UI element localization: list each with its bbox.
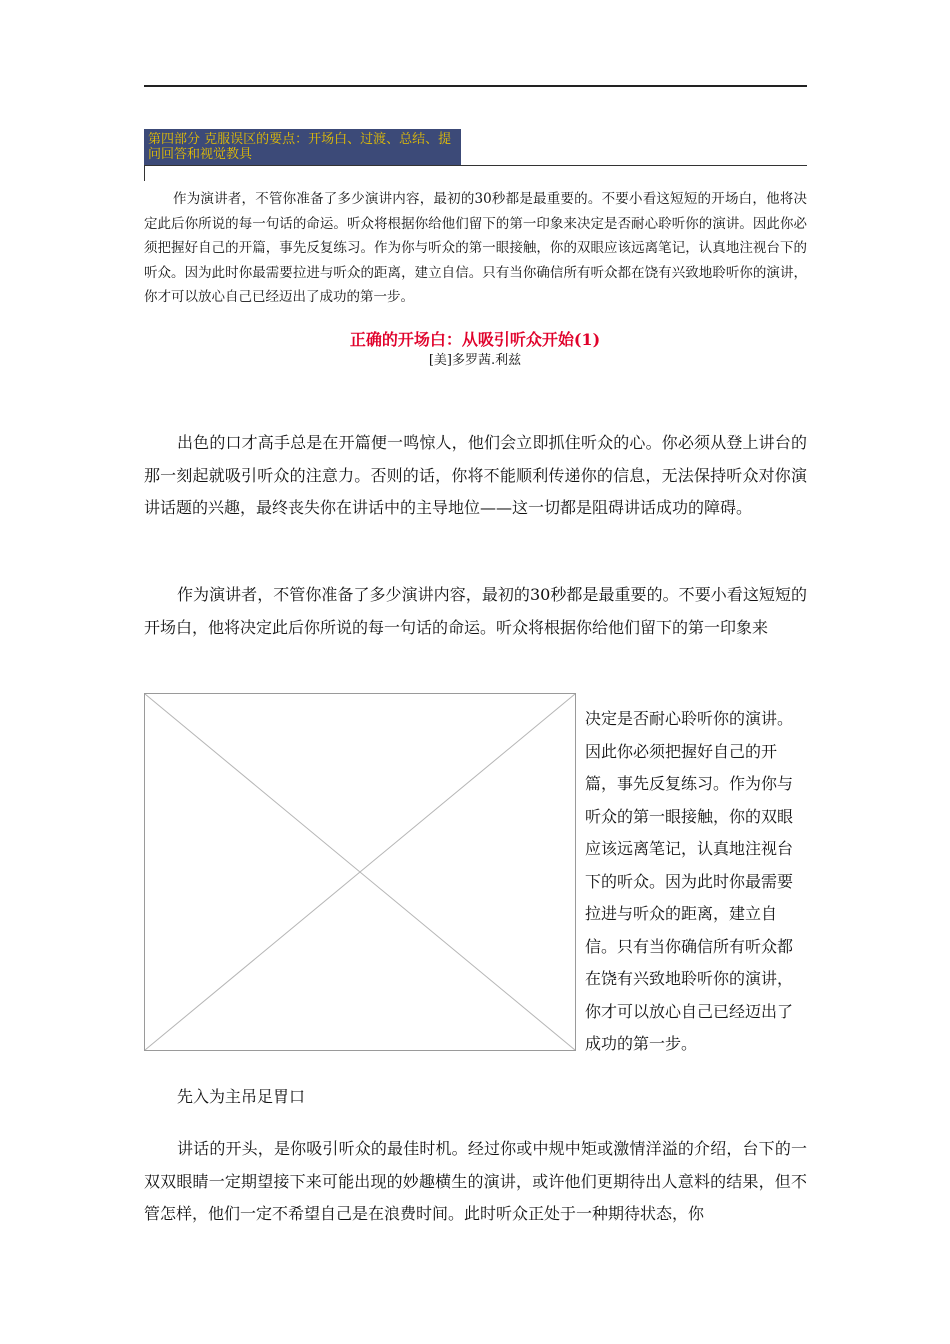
body-paragraph-2-continued: 决定是否耐心聆听你的演讲。因此你必须把握好自己的开篇，事先反复练习。作为你与听众的第一眼接触，你的双眼应该远离笔记，认真地注视台下的听众。因为此时你最需要拉进与听众的距离，建立自信。只有当你确信所有听众都在饶有兴致地聆听你的演讲，你才可以放心自己已经迈出了成功的第一步。 (585, 709, 794, 1053)
intro-paragraph: 作为演讲者，不管你准备了多少演讲内容，最初的30秒都是最重要的。不要小看这短短的开场白，他将决定此后你所说的每一句话的命运。听众将根据你给他们留下的第一印象来决定是否耐心聆听你的演讲。因此你必须把握好自己的开篇，事先反复练习。作为你与听众的第一眼接触，你的双眼应该远离笔记，认真地注视台下的听众。因为此时你最需要拉进与听众的距离，建立自信。只有当你确信所有听众都在饶有兴致地聆听你的演讲，你才可以放心自己已经迈出了成功的第一步。 (144, 191, 807, 305)
section-banner-text: 第四部分 克服误区的要点：开场白、过渡、总结、提问回答和视觉教具 (148, 132, 452, 162)
body-paragraph-2: 作为演讲者，不管你准备了多少演讲内容，最初的30秒都是最重要的。不要小看这短短的开场白，他将决定此后你所说的每一句话的命运。听众将根据你给他们留下的第一印象来 (144, 585, 807, 637)
subheading: 先入为主吊足胃口 (177, 1087, 306, 1106)
body-paragraph-1: 出色的口才高手总是在开篇便一鸣惊人，他们会立即抓住听众的心。你必须从登上讲台的那一刻起就吸引听众的注意力。否则的话，你将不能顺利传递你的信息，无法保持听众对你演讲话题的兴趣，最终丧失你在讲话中的主导地位——这一切都是阻碍讲话成功的障碍。 (144, 433, 807, 517)
image-placeholder-cross (145, 694, 575, 1050)
image-placeholder (144, 693, 576, 1051)
top-rule (144, 85, 807, 87)
article-author: [美]多罗茜.利兹 (428, 353, 522, 368)
banner-tick (144, 165, 145, 181)
article-title: 正确的开场白：从吸引听众开始(1) (349, 330, 601, 349)
banner-underline (144, 165, 807, 166)
body-paragraph-3: 讲话的开头，是你吸引听众的最佳时机。经过你或中规中矩或激情洋溢的介绍，台下的一双双眼睛一定期望接下来可能出现的妙趣横生的演讲，或许他们更期待出人意料的结果，但不管怎样，他们一定不希望自己是在浪费时间。此时听众正处于一种期待状态，你 (144, 1139, 807, 1223)
section-banner (144, 129, 461, 165)
